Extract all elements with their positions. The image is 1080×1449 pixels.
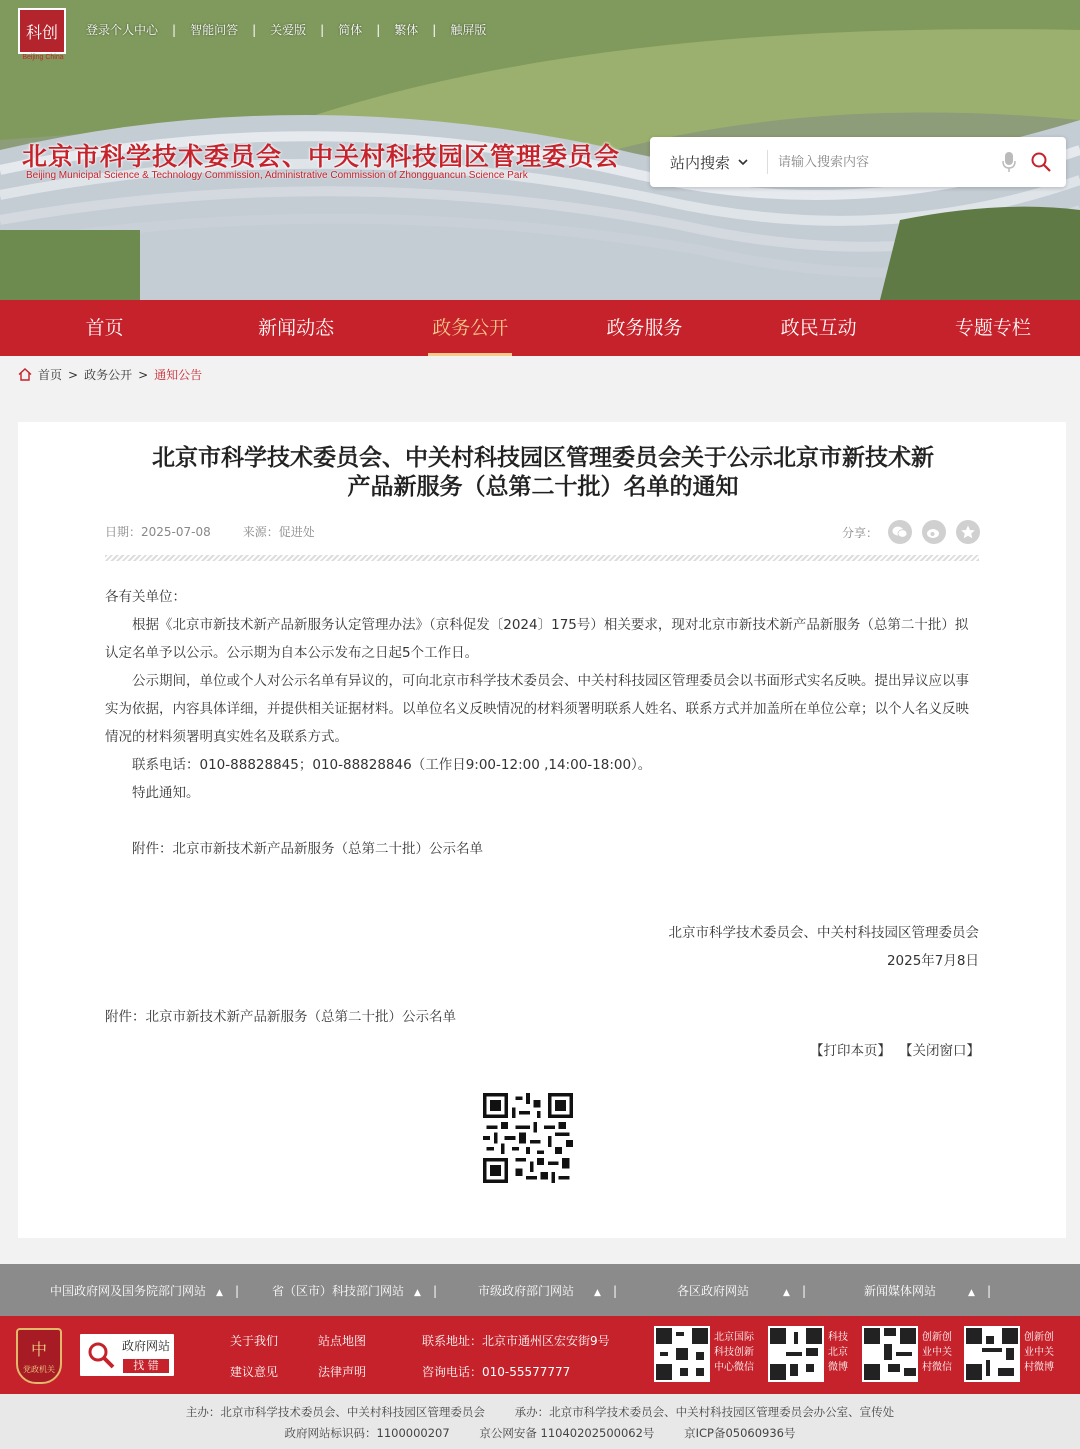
footer-link-label: 市级政府部门网站 <box>478 1284 575 1298</box>
footer-sitemap[interactable]: 站点地图 <box>318 1334 367 1348</box>
footer-qr-label: 创新创业中关村微博 <box>1024 1332 1054 1373</box>
nav-interaction[interactable]: 政民互动 <box>780 317 857 339</box>
main-nav <box>0 300 1080 356</box>
footer <box>0 1316 1080 1394</box>
breadcrumb-open-gov[interactable]: 政务公开 <box>84 368 133 382</box>
footer-link-label: 省（区市）科技部门网站 <box>272 1284 405 1298</box>
article-actions <box>810 1039 980 1059</box>
nav-open-gov[interactable]: 政务公开 <box>383 300 557 356</box>
breadcrumb-separator: > <box>68 367 79 382</box>
salutation: 各有关单位： <box>105 589 186 605</box>
bottom-host: 主办：北京市科学技术委员会、中关村科技园区管理委员会 <box>185 1405 485 1419</box>
sign-date: 2025年7月8日 <box>886 953 979 969</box>
print-button[interactable]: 【打印本页】 <box>810 1043 891 1059</box>
share-label: 分享： <box>841 525 878 540</box>
top-link-care[interactable]: 关爱版 <box>270 23 307 37</box>
footer-link-label: 各区政府网站 <box>677 1284 750 1298</box>
footer-about[interactable]: 关于我们 <box>230 1334 279 1348</box>
qr-code <box>483 1093 573 1183</box>
footer-link-media[interactable]: 新闻媒体网站 ▲ | <box>864 1284 991 1298</box>
top-link-touch[interactable]: 触屏版 <box>450 23 487 37</box>
article-card <box>18 422 1066 1238</box>
footer-qr-code <box>768 1326 824 1382</box>
chevron-down-icon <box>738 158 748 166</box>
bottom-police[interactable]: 京公网安备 11040202500062号 <box>479 1426 655 1440</box>
footer-links-bar <box>0 1264 1080 1316</box>
microphone-icon[interactable] <box>1002 151 1016 173</box>
wechat-icon[interactable] <box>888 520 912 544</box>
article-date: 日期：2025-07-08 <box>105 525 211 539</box>
footer-qr-code <box>654 1326 710 1382</box>
paragraph: 联系电话：010-88828845；010-88828846（工作日9:00-12:00 ,14:00-18:00）。 <box>132 757 652 773</box>
attachment-link[interactable]: 附件：北京市新技术新产品新服务（总第二十批）公示名单 <box>105 1009 456 1025</box>
breadcrumb <box>18 366 202 383</box>
site-logo[interactable] <box>18 8 66 54</box>
weibo-icon[interactable] <box>922 520 946 544</box>
site-title: 北京市科学技术委员会、中关村科技园区管理委员会 <box>22 142 621 171</box>
nav-news[interactable]: 新闻动态 <box>258 317 335 339</box>
search-box <box>650 137 1066 187</box>
close-button[interactable]: 【关闭窗口】 <box>899 1043 980 1059</box>
breadcrumb-separator: > <box>138 367 149 382</box>
gov-site-error-report[interactable] <box>78 1332 176 1378</box>
article-body <box>105 583 979 975</box>
badge-sub: 党政机关 <box>23 1365 55 1374</box>
zfwz-title: 政府网站 <box>122 1338 171 1353</box>
header-banner <box>0 0 1080 300</box>
bottom-undertake: 承办：北京市科学技术委员会、中关村科技园区管理委员会办公室、宣传处 <box>514 1405 895 1419</box>
top-link-login[interactable]: 登录个人中心 <box>86 23 159 37</box>
breadcrumb-home[interactable]: 首页 <box>38 368 63 382</box>
share-bar <box>842 520 980 544</box>
logo-text: 科创 <box>25 22 58 42</box>
top-link-qa[interactable]: 智能问答 <box>190 23 239 37</box>
nav-services[interactable]: 政务服务 <box>606 317 683 339</box>
article-title: 北京市科学技术委员会、中关村科技园区管理委员会关于公示北京市新技术新产品新服务（总第二十批）名单的通知 <box>152 445 934 500</box>
search-input[interactable] <box>778 155 1002 170</box>
breadcrumb-current[interactable]: 通知公告 <box>154 368 203 382</box>
article-meta <box>105 523 315 540</box>
bottom-icp[interactable]: 京ICP备05060936号 <box>684 1426 796 1440</box>
footer-qr-label: 科技北京微博 <box>828 1332 848 1373</box>
footer-link-label: 中国政府网及国务院部门网站 <box>50 1284 207 1298</box>
paragraph: 特此通知。 <box>132 785 200 801</box>
divider <box>105 555 979 561</box>
footer-link-provinces[interactable]: 省（区市）科技部门网站 ▲ | <box>272 1284 437 1298</box>
nav-topics[interactable]: 专题专栏 <box>954 317 1031 339</box>
paragraph: 公示期间，单位或个人对公示名单有异议的，可向北京市科学技术委员会、中关村科技园区管理委员会以书面形式实名反映。提出异议应以事实为依据，内容具体详细，并提供相关证据材料。以单位名义反映情况的材料须署明联系人姓名、联系方式并加盖所在单位公章；以个人名义反映情况的材料须署明真实姓名及联系方式。 <box>105 673 969 745</box>
favorite-icon[interactable] <box>956 520 980 544</box>
top-link-simplified[interactable]: 简体 <box>338 23 363 37</box>
magnifier-icon <box>86 1340 116 1370</box>
footer-suggest[interactable]: 建议意见 <box>230 1365 279 1379</box>
bottom-site-code: 政府网站标识码：1100000207 <box>284 1426 450 1440</box>
footer-link-label: 新闻媒体网站 <box>864 1284 937 1298</box>
top-links: 登录个人中心 | 智能问答 | 关爱版 | 简体 | 繁体 | 触屏版 <box>86 22 487 37</box>
footer-link-districts[interactable]: 各区政府网站 ▲ | <box>677 1284 806 1298</box>
footer-phone: 咨询电话：010-55577777 <box>422 1365 571 1379</box>
footer-link-city[interactable]: 市级政府部门网站 ▲ | <box>478 1284 617 1298</box>
footer-qr-label: 北京国际科技创新中心微信 <box>714 1332 754 1373</box>
footer-legal[interactable]: 法律声明 <box>318 1365 367 1379</box>
footer-qr-code <box>862 1326 918 1382</box>
home-icon <box>18 368 32 381</box>
footer-qr-code <box>964 1326 1020 1382</box>
top-link-traditional[interactable]: 繁体 <box>394 23 419 37</box>
sign-org: 北京市科学技术委员会、中关村科技园区管理委员会 <box>668 925 979 941</box>
badge-text: 中 <box>30 1340 47 1359</box>
attachment-inline[interactable]: 附件：北京市新技术新产品新服务（总第二十批）公示名单 <box>132 841 483 857</box>
logo-subtitle: Beijing China <box>22 54 64 61</box>
article-source: 来源：促进处 <box>242 525 315 539</box>
zfwz-sub: 找 错 <box>123 1359 169 1373</box>
footer-address: 联系地址：北京市通州区宏安街9号 <box>422 1334 610 1348</box>
paragraph: 根据《北京市新技术新产品新服务认定管理办法》（京科促发〔2024〕175号）相关要求，现对北京市新技术新产品新服务（总第二十批）拟认定名单予以公示。公示期为自本公示发布之日起5个工作日。 <box>105 617 969 661</box>
site-subtitle: Beijing Municipal Science & Technology Commission, Administrative Commission of Zhongguancun Science Park <box>26 170 528 181</box>
search-scope-select[interactable] <box>650 150 768 174</box>
party-gov-badge[interactable] <box>16 1328 62 1384</box>
search-scope-label: 站内搜索 <box>670 153 731 172</box>
search-icon[interactable] <box>1030 151 1052 173</box>
footer-link-gov[interactable]: 中国政府网及国务院部门网站 ▲ | <box>50 1284 239 1298</box>
bottom-info <box>0 1394 1080 1449</box>
footer-qr-label: 创新创业中关村微信 <box>922 1332 952 1373</box>
nav-home[interactable]: 首页 <box>85 317 124 339</box>
